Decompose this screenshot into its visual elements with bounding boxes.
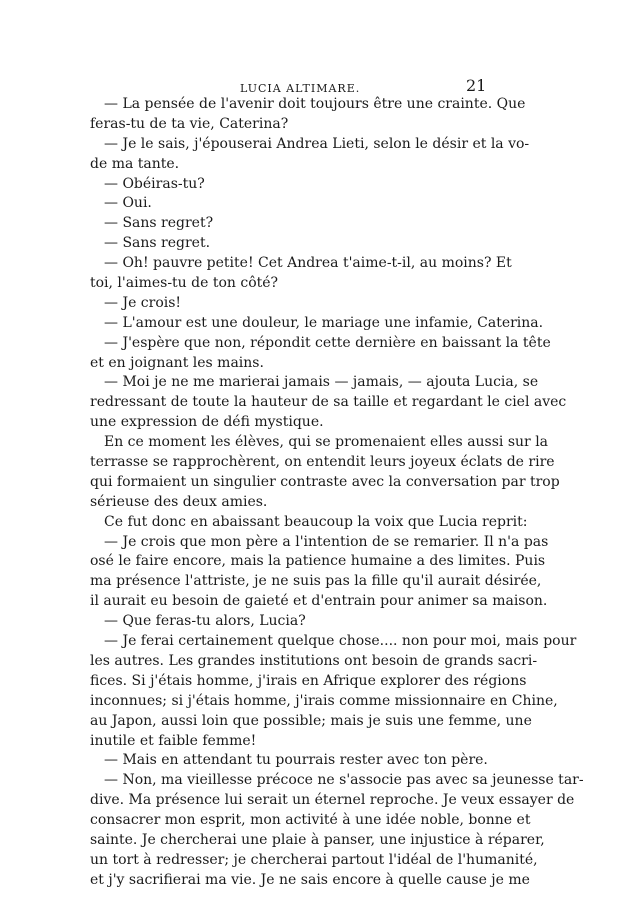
text-line: — Je le sais, j'épouserai Andrea Lieti, selon le désir et la vo- (104, 135, 530, 152)
text-line: fices. Si j'étais homme, j'irais en Afrique explorer des régions (90, 672, 527, 689)
text-line: — L'amour est une douleur, le mariage une infamie, Caterina. (104, 314, 544, 331)
text-line: terrasse se rapprochèrent, on entendit leurs joyeux éclats de rire (90, 454, 555, 471)
text-line: les autres. Les grandes institutions ont besoin de grands sacri- (90, 652, 538, 669)
text-line: osé le faire encore, mais la patience humaine a des limites. Puis (90, 553, 546, 570)
text-line: qui formaient un singulier contraste avec la conversation par trop (90, 473, 560, 490)
text-line: — Mais en attendant tu pourrais rester avec ton père. (104, 752, 488, 769)
text-line: — Moi je ne me marierai jamais — jamais, — ajouta Lucia, se (104, 374, 539, 391)
text-line: — Je ferai certainement quelque chose.... non pour moi, mais pour (104, 633, 577, 650)
text-line: sérieuse des deux amies. (90, 493, 268, 510)
text-line: En ce moment les élèves, qui se promenaient elles aussi sur la (104, 434, 549, 451)
body-text (90, 95, 584, 891)
text-line: ma présence l'attriste, je ne suis pas la fille qu'il aurait désirée, (90, 573, 542, 590)
text-line: — La pensée de l'avenir doit toujours être une crainte. Que (104, 96, 526, 112)
text-line: un tort à redresser; je chercherai partout l'idéal de l'humanité, (90, 851, 538, 868)
text-line: inutile et faible femme! (90, 732, 257, 749)
text-line: Ce fut donc en abaissant beaucoup la voix que Lucia reprit: (104, 513, 528, 530)
text-line: — J'espère que non, répondit cette dernière en baissant la tête (104, 334, 551, 351)
text-line: — Oui. (104, 195, 152, 212)
text-line: dive. Ma présence lui serait un éternel reproche. Je veux essayer de (90, 792, 575, 809)
text-line: il aurait eu besoin de gaieté et d'entrain pour animer sa maison. (90, 593, 548, 610)
page-number: 21 (466, 76, 487, 95)
text-line: feras-tu de ta vie, Caterina? (90, 115, 289, 132)
text-line: — Je crois! (104, 294, 182, 311)
text-line: — Obéiras-tu? (104, 175, 205, 192)
text-line: une expression de défi mystique. (90, 414, 324, 431)
text-line: — Que feras-tu alors, Lucia? (104, 613, 306, 630)
text-line: redressant de toute la hauteur de sa taille et regardant le ciel avec (90, 394, 567, 411)
text-line: — Sans regret? (104, 215, 214, 232)
running-title: LUCIA ALTIMARE. (240, 82, 361, 95)
text-line: inconnues; si j'étais homme, j'irais comme missionnaire en Chine, (90, 692, 558, 709)
text-line: consacrer mon esprit, mon activité à une idée noble, bonne et (90, 812, 531, 829)
text-line: et j'y sacrifierai ma vie. Je ne sais encore à quelle cause je me (90, 871, 530, 888)
text-line: de ma tante. (90, 155, 180, 172)
text-line: — Sans regret. (104, 235, 211, 252)
text-line: — Je crois que mon père a l'intention de se remarier. Il n'a pas (104, 533, 549, 550)
text-line: — Non, ma vieillesse précoce ne s'associe pas avec sa jeunesse tar- (104, 772, 584, 789)
text-line: sainte. Je chercherai une plaie à panser, une injustice à réparer, (90, 831, 545, 848)
text-line: — Oh! pauvre petite! Cet Andrea t'aime-t-il, au moins? Et (104, 255, 512, 272)
text-line: toi, l'aimes-tu de ton côté? (90, 275, 279, 292)
text-line: au Japon, aussi loin que possible; mais je suis une femme, une (90, 712, 532, 729)
text-line: et en joignant les mains. (90, 354, 264, 371)
